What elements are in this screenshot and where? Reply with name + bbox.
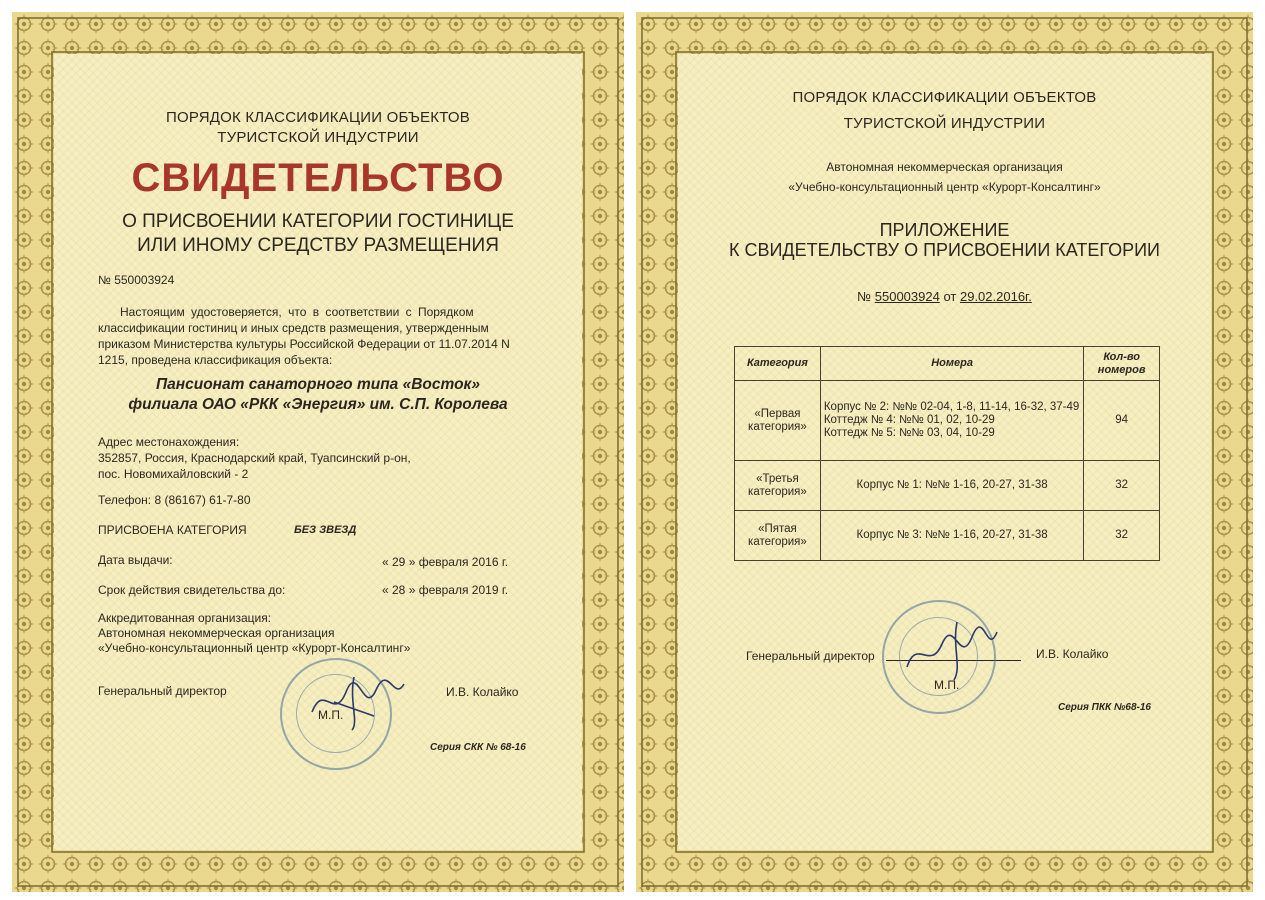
category-table <box>734 346 1160 561</box>
address-label: Адрес местонахождения: <box>98 435 240 449</box>
accredited-org-line-1: Автономная некоммерческая организация <box>98 626 335 640</box>
subtitle-line-1: О ПРИСВОЕНИИ КАТЕГОРИИ ГОСТИНИЦЕ <box>122 211 514 232</box>
signature-icon <box>304 672 414 732</box>
accredited-org-line-2: «Учебно-консультационный центр «Курорт-Консалтинг» <box>98 641 411 655</box>
subtitle-line-2: ИЛИ ИНОМУ СРЕДСТВУ РАЗМЕЩЕНИЯ <box>137 235 499 256</box>
number-value: 550003924 <box>874 289 940 304</box>
col-header-count: Кол-во номеров <box>1084 347 1160 381</box>
body-text-line-2: классификации гостиниц и иных средств размещения, утвержденным <box>98 321 489 335</box>
rooms-line: Коттедж № 5: №№ 03, 04, 10-29 <box>823 427 995 439</box>
appendix-title-line-2: К СВИДЕТЕЛЬСТВУ О ПРИСВОЕНИИ КАТЕГОРИИ <box>729 240 1160 260</box>
row-count: 94 <box>1084 381 1160 461</box>
stamp-mp: М.П. <box>934 678 960 692</box>
category-value: БЕЗ ЗВЕЗД <box>294 524 357 536</box>
table-row <box>735 381 1160 461</box>
col-header-category: Категория <box>735 347 821 381</box>
row-category: «Первая категория» <box>735 381 821 461</box>
header-line-2: ТУРИСТСКОЙ ИНДУСТРИИ <box>217 129 419 146</box>
body-text-line-3: приказом Министерства культуры Российской Федерации от 11.07.2014 N <box>98 337 510 351</box>
row-rooms: Корпус № 3: №№ 1-16, 20-27, 31-38 <box>820 511 1083 561</box>
number-prefix: № <box>857 289 872 304</box>
header-line-1: ПОРЯДОК КЛАССИФИКАЦИИ ОБЪЕКТОВ <box>792 89 1097 106</box>
org-line-1: Автономная некоммерческая организация <box>826 160 1063 174</box>
series-label: Серия ПКК №68-16 <box>1058 702 1151 713</box>
table-row <box>735 511 1160 561</box>
director-label: Генеральный директор <box>746 649 875 663</box>
address-line-2: пос. Новомихайловский - 2 <box>98 467 249 481</box>
row-category: «Третья категория» <box>735 461 821 511</box>
valid-until-value: « 28 » февраля 2019 г. <box>382 583 509 597</box>
object-name-line-1: Пансионат санаторного типа «Восток» <box>155 376 481 393</box>
row-count: 32 <box>1084 511 1160 561</box>
stamp-mp: М.П. <box>318 708 344 722</box>
appendix-sheet <box>636 12 1253 892</box>
rooms-line: Коттедж № 4: №№ 01, 02, 10-29 <box>823 414 995 426</box>
address-line-1: 352857, Россия, Краснодарский край, Туапсинский р-он, <box>98 451 411 465</box>
valid-until-label: Срок действия свидетельства до: <box>98 583 286 597</box>
header-line-2: ТУРИСТСКОЙ ИНДУСТРИИ <box>843 115 1046 132</box>
header-line-1: ПОРЯДОК КЛАССИФИКАЦИИ ОБЪЕКТОВ <box>166 109 470 126</box>
phone: Телефон: 8 (86167) 61-7-80 <box>98 493 251 507</box>
row-rooms <box>820 381 1083 461</box>
row-rooms: Корпус № 1: №№ 1-16, 20-27, 31-38 <box>820 461 1083 511</box>
certificate-number: № 550003924 <box>98 273 175 287</box>
certificate-sheet <box>12 12 624 892</box>
category-label: ПРИСВОЕНА КАТЕГОРИЯ <box>98 523 247 537</box>
body-text-line-1: Настоящим удостоверяется, что в соответствии с Порядком <box>120 305 474 319</box>
appendix-title-line-1: ПРИЛОЖЕНИЕ <box>879 220 1010 240</box>
row-count: 32 <box>1084 461 1160 511</box>
director-name: И.В. Колайко <box>446 685 519 699</box>
table-row <box>735 461 1160 511</box>
row-category: «Пятая категория» <box>735 511 821 561</box>
series-label: Серия СКК № 68-16 <box>430 742 526 753</box>
issue-date-value: « 29 » февраля 2016 г. <box>382 555 509 569</box>
accredited-org-label: Аккредитованная организация: <box>98 611 272 625</box>
director-name: И.В. Колайко <box>1036 647 1109 661</box>
body-text-line-4: 1215, проведена классификация объекта: <box>98 353 333 367</box>
appendix-number <box>678 289 1211 304</box>
col-header-rooms: Номера <box>820 347 1083 381</box>
table-header-row <box>735 347 1160 381</box>
number-from: от <box>943 289 957 304</box>
issue-date-label: Дата выдачи: <box>98 553 173 567</box>
number-date: 29.02.2016г. <box>959 289 1032 304</box>
object-name-line-2: филиала ОАО «РКК «Энергия» им. С.П. Королева <box>128 396 508 413</box>
signature-icon <box>902 622 1002 682</box>
director-label: Генеральный директор <box>98 684 227 698</box>
org-line-2: «Учебно-консультационный центр «Курорт-Консалтинг» <box>788 180 1101 194</box>
document-title: СВИДЕТЕЛЬСТВО <box>131 156 505 200</box>
rooms-line: Корпус № 2: №№ 02-04, 1-8, 11-14, 16-32, 37-49 <box>823 401 1080 413</box>
